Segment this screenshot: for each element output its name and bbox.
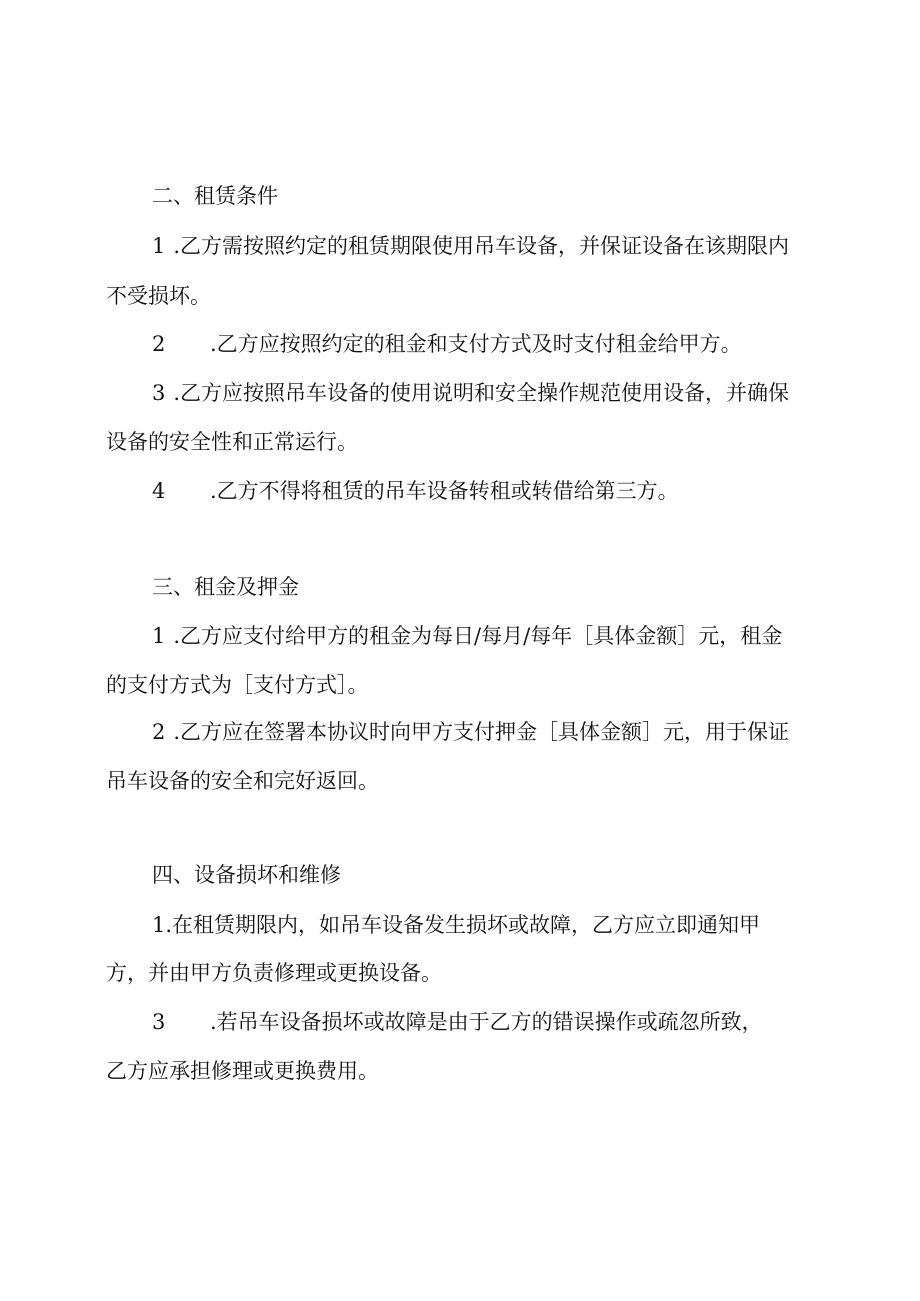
clause-number: 2 — [152, 332, 166, 356]
clause-line — [152, 1007, 763, 1037]
clause-line — [152, 717, 789, 747]
clause-text: .乙方应按照约定的租金和支付方式及时支付租金给甲方。 — [210, 332, 742, 356]
clause-text: 在租赁期限内，如吊车设备发生损坏或故障，乙方应立即通知甲 — [172, 913, 761, 937]
clause-number: 3 — [152, 1010, 166, 1034]
clause-continuation: 乙方应承担修理或更换费用。 — [106, 1059, 379, 1083]
clause-line — [152, 378, 789, 408]
clause-continuation: 吊车设备的安全和完好返回。 — [106, 769, 379, 793]
clause-line — [152, 621, 782, 651]
section-heading: 四、设备损坏和维修 — [152, 863, 341, 887]
section-heading: 二、租赁条件 — [152, 184, 278, 208]
section-heading: 三、租金及押金 — [152, 575, 299, 599]
clause-text: .乙方应在签署本协议时向甲方支付押金［具体金额］元，用于保证 — [173, 720, 790, 744]
clause-text: .乙方应支付给甲方的租金为每日/每月/每年［具体金额］元，租金 — [173, 624, 783, 648]
clause-number: 1 — [152, 624, 166, 648]
clause-text: .乙方应按照吊车设备的使用说明和安全操作规范使用设备，并确保 — [173, 381, 790, 405]
clause-number: 1 — [152, 234, 166, 258]
clause-line — [152, 476, 679, 506]
clause-line — [152, 329, 742, 359]
clause-line — [152, 910, 760, 940]
clause-text: .乙方不得将租赁的吊车设备转租或转借给第三方。 — [210, 479, 679, 503]
clause-number: 1. — [152, 913, 173, 937]
clause-continuation: 方，并由甲方负责修理或更换设备。 — [106, 961, 442, 985]
clause-number: 3 — [152, 381, 166, 405]
clause-continuation: 不受损坏。 — [106, 284, 211, 308]
clause-line — [152, 231, 789, 261]
clause-text: .乙方需按照约定的租赁期限使用吊车设备，并保证设备在该期限内 — [173, 234, 790, 258]
clause-number: 4 — [152, 479, 166, 503]
clause-continuation: 设备的安全性和正常运行。 — [106, 430, 358, 454]
clause-text: .若吊车设备损坏或故障是由于乙方的错误操作或疏忽所致， — [210, 1010, 763, 1034]
clause-continuation: 的支付方式为［支付方式］。 — [106, 673, 369, 697]
clause-number: 2 — [152, 720, 166, 744]
